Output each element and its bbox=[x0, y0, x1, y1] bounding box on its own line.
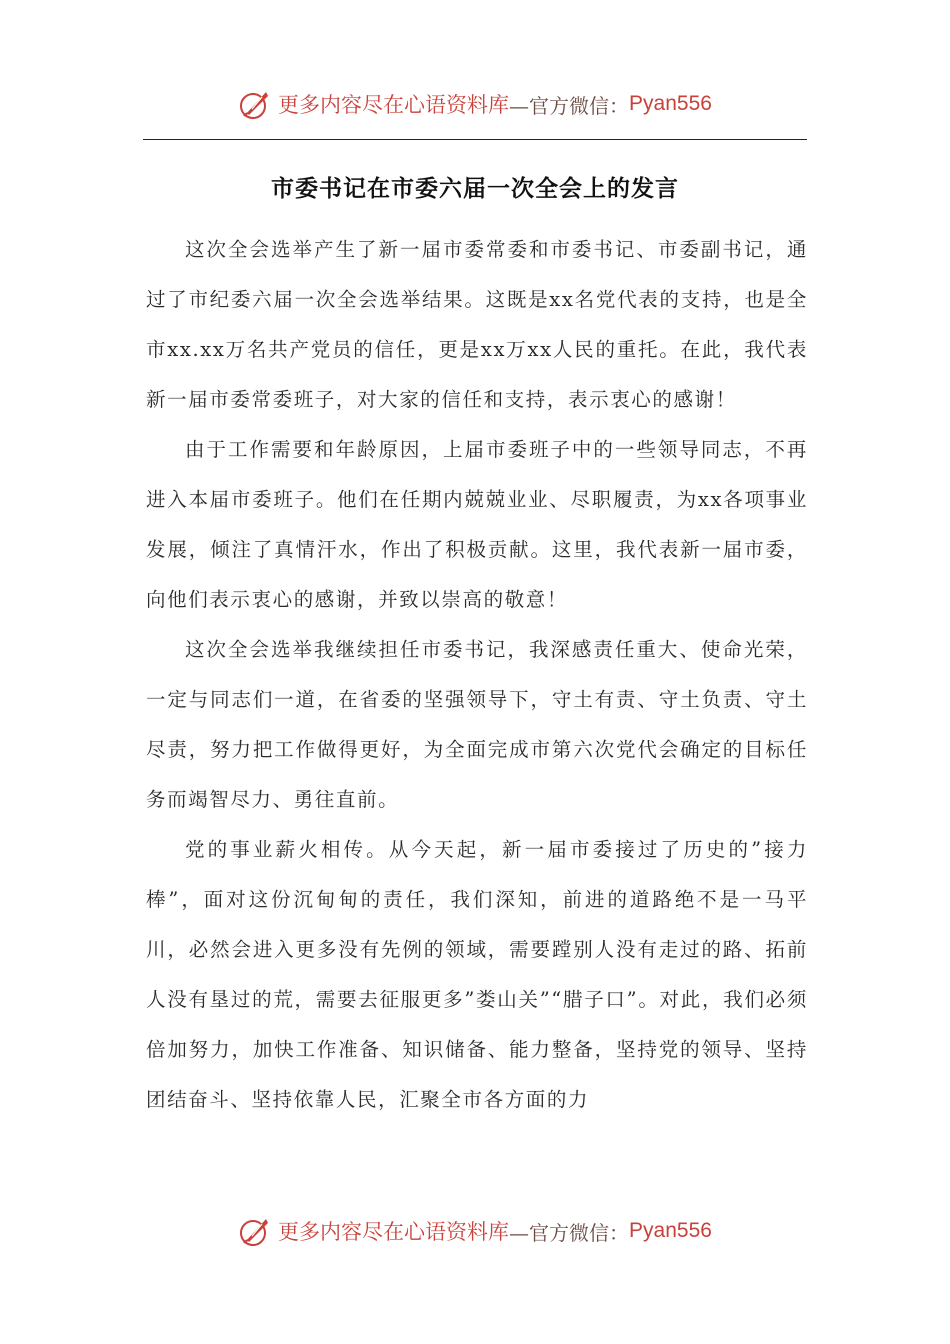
banner-main-text: 更多内容尽在心语资料库 bbox=[278, 1220, 510, 1244]
quill-logo-icon bbox=[238, 1214, 272, 1248]
paragraph-3: 这次全会选举我继续担任市委书记，我深感责任重大、使命光荣，一定与同志们一道，在省委的坚强领导下，守土有责、守土负责、守土尽责，努力把工作做得更好，为全面完成市第六次党代会确定的目标任务而竭智尽力、勇往直前。 bbox=[146, 638, 808, 811]
header-divider bbox=[143, 139, 807, 140]
document-title: 市委书记在市委六届一次全会上的发言 bbox=[271, 176, 679, 202]
paragraph-4: 党的事业薪火相传。从今天起，新一届市委接过了历史的”接力棒”，面对这份沉甸甸的责任，我们深知，前进的道路绝不是一马平川，必然会进入更多没有先例的领域，需要蹚别人没有走过的路、拓前人没有垦过的荒，需要去征服更多”娄山关”“腊子口”。对此，我们必须倍加努力，加快工作准备、知识储备、能力整备，坚持党的领导、坚持团结奋斗、坚持依靠人民，汇聚全市各方面的力 bbox=[146, 838, 808, 1111]
banner-wechat-id: Pyan556 bbox=[629, 92, 712, 115]
header-banner bbox=[0, 84, 950, 124]
quill-logo-icon bbox=[238, 87, 272, 121]
banner-wechat-id: Pyan556 bbox=[629, 1219, 712, 1242]
paragraph-1: 这次全会选举产生了新一届市委常委和市委书记、市委副书记，通过了市纪委六届一次全会选举结果。这既是xx名党代表的支持，也是全市xx.xx万名共产党员的信任，更是xx万xx人民的重托。在此，我代表新一届市委常委班子，对大家的信任和支持，表示衷心的感谢！ bbox=[146, 238, 808, 411]
banner-sub-text: —官方微信： bbox=[509, 1220, 630, 1245]
footer-banner bbox=[0, 1211, 950, 1251]
document-body bbox=[146, 225, 808, 1125]
paragraph-2: 由于工作需要和年龄原因，上届市委班子中的一些领导同志，不再进入本届市委班子。他们在任期内兢兢业业、尽职履责，为xx各项事业发展，倾注了真情汗水，作出了积极贡献。这里，我代表新一届市委，向他们表示衷心的感谢，并致以崇高的敬意！ bbox=[146, 438, 808, 611]
banner-main-text: 更多内容尽在心语资料库 bbox=[278, 93, 510, 117]
banner-sub-text: —官方微信： bbox=[509, 93, 630, 118]
